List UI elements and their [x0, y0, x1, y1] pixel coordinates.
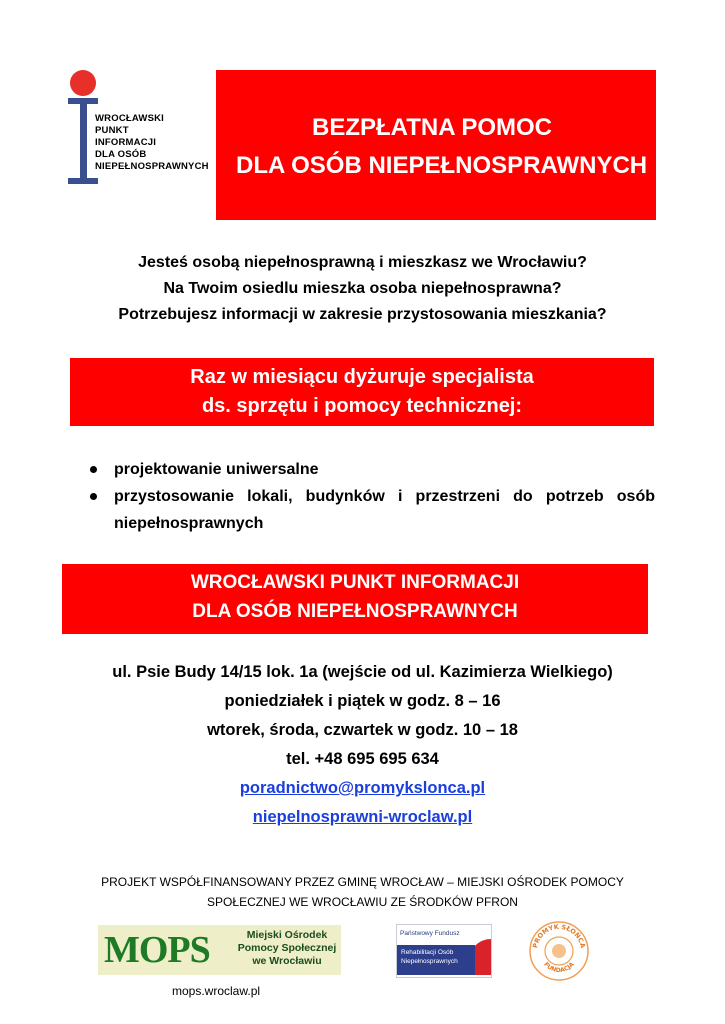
title-line-2: DLA OSÓB NIEPEŁNOSPRAWNYCH: [236, 152, 648, 179]
funding-note: [60, 872, 665, 912]
address: ul. Psie Budy 14/15 lok. 1a (wejście od ul. Kazimierza Wielkiego): [112, 663, 613, 681]
title-line-1: BEZPŁATNA POMOC: [312, 114, 552, 141]
phone-number: tel. +48 695 695 634: [286, 750, 439, 768]
mops-wordmark: MOPS: [104, 929, 210, 971]
opening-hours-2: wtorek, środa, czwartek w godz. 10 – 18: [207, 721, 518, 739]
funding-line-2: SPOŁECZNEJ WE WROCŁAWIU ZE ŚRODKÓW PFRON: [207, 895, 518, 909]
logo-line: DLA OSÓB: [95, 149, 147, 160]
intro-question: Jesteś osobą niepełnosprawną i mieszkasz we Wrocławiu?: [138, 254, 587, 271]
intro-question: Na Twoim osiedlu mieszka osoba niepełnosprawna?: [163, 280, 562, 297]
logo-line: PUNKT: [95, 125, 129, 136]
service-text: projektowanie uniwersalne: [114, 461, 319, 478]
opening-hours-1: poniedziałek i piątek w godz. 8 – 16: [224, 692, 501, 710]
service-text: przystosowanie lokali, budynków i przestrzeni do potrzeb osób niepełnosprawnych: [114, 488, 655, 532]
mops-subtitle-line: Miejski Ośrodek: [246, 929, 328, 941]
promyk-slonca-logo: [528, 920, 590, 982]
promyk-top-text: PROMYK SŁOŃCA: [531, 922, 587, 949]
point-line-1: WROCŁAWSKI PUNKT INFORMACJI: [190, 572, 520, 593]
bullet-icon: [90, 466, 97, 473]
list-item: [88, 456, 655, 483]
pfron-logo: [396, 924, 492, 978]
specialist-line-1: Raz w miesiącu dyżuruje specjalista: [190, 366, 534, 388]
intro-question: Potrzebujesz informacji w zakresie przystosowania mieszkania?: [118, 306, 607, 323]
title-banner: [216, 70, 656, 220]
pfron-top-text: Państwowy Fundusz: [400, 930, 460, 937]
info-point-banner: [62, 564, 648, 634]
logo-line: NIEPEŁNOSPRAWNYCH: [95, 161, 209, 172]
logo-text: [95, 113, 209, 173]
specialist-banner: [70, 358, 654, 426]
list-item: [88, 483, 655, 537]
intro-questions: [60, 250, 665, 328]
contact-details: [60, 658, 665, 832]
services-list: [88, 456, 655, 537]
bullet-icon: [90, 493, 97, 500]
email-link[interactable]: poradnictwo@promykslonca.pl: [239, 779, 486, 797]
point-line-2: DLA OSÓB NIEPEŁNOSPRAWNYCH: [192, 601, 518, 622]
logo-line: WROCŁAWSKI: [95, 113, 165, 124]
logo-dot-icon: [70, 70, 96, 96]
logo-line: INFORMACJI: [95, 137, 157, 148]
mops-subtitle-line: we Wrocławiu: [252, 955, 322, 967]
pfron-line: Rehabilitacji Osób: [401, 949, 454, 956]
svg-text:FUNDACJA: [542, 961, 576, 974]
website-link[interactable]: niepelnosprawni-wroclaw.pl: [252, 808, 473, 826]
pfron-bar: [397, 945, 475, 975]
mops-subtitle-line: Pomocy Społecznej: [237, 942, 337, 954]
pfron-line: Niepełnosprawnych: [401, 958, 458, 965]
promyk-bottom-text: FUNDACJA: [542, 961, 576, 975]
mops-subtitle: [234, 929, 340, 968]
mops-url: mops.wroclaw.pl: [172, 984, 261, 998]
sun-icon: [528, 920, 590, 982]
specialist-line-2: ds. sprzętu i pomocy technicznej:: [201, 395, 523, 417]
funding-line-1: PROJEKT WSPÓŁFINANSOWANY PRZEZ GMINĘ WROCŁAW – MIEJSKI OŚRODEK POMOCY: [101, 875, 624, 889]
mops-logo: [98, 925, 341, 975]
